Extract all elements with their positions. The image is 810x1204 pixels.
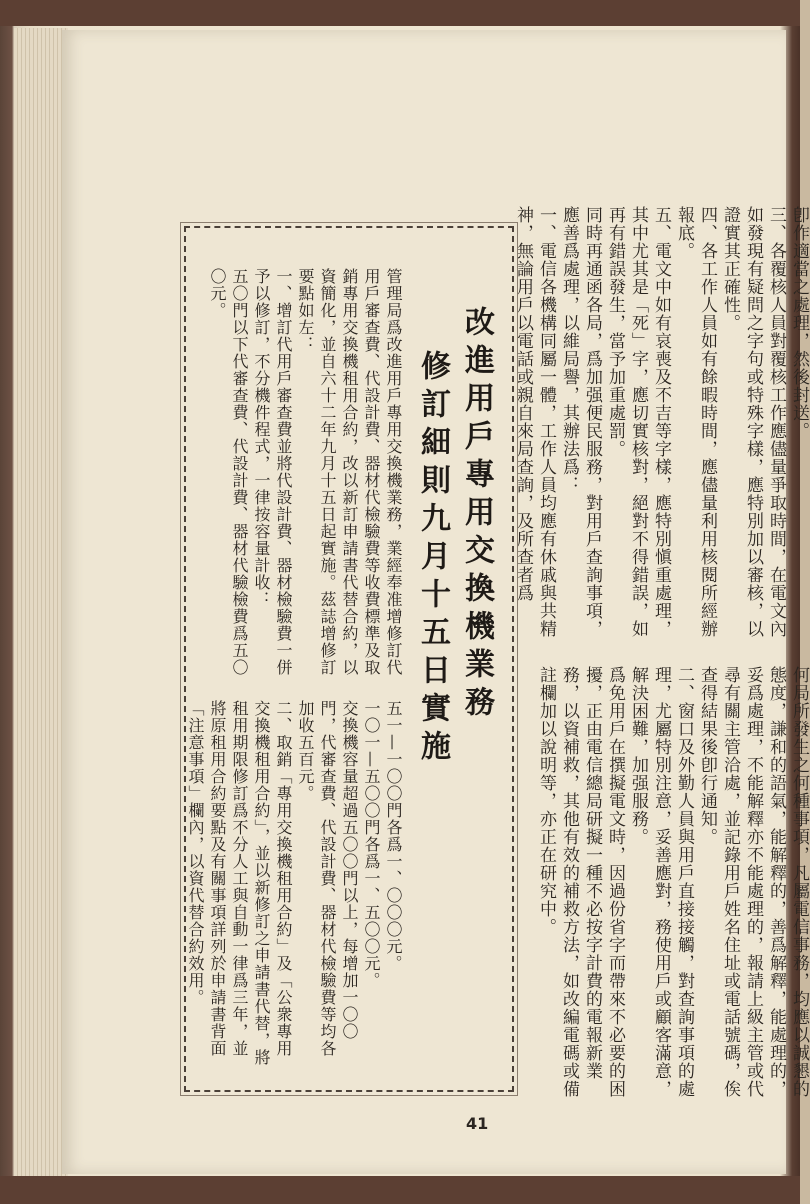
- book-cover-top-edge: [0, 0, 800, 26]
- notice-title-line1: 改進用戶專用交換機業務: [459, 306, 494, 724]
- page-edge-stack: [14, 28, 68, 1176]
- book-cover-bottom-edge: [0, 1176, 800, 1204]
- article-text-lower: 何局所發生之何種事項，凡屬電信事務，均應以誠懇的態度，謙和的語氣，能解釋的，善爲解釋，能處理的，妥爲處理，不能解釋亦不能處理的，報請上級主管或代尋有關主管洽處，並記錄用戶姓名住址或電話號碼，俟查得結果後卽行通知。 二、窗口及外勤人員與用戶直接接觸，對查詢事項的處理，尤屬特別注意，妥善應對，務使用戶或顧客滿意，解決困難，加强服務。 爲免用戶在撰擬電文時，因過份省字而帶來不必要的困擾，正由電信總局研擬一種不必按字計費的電報新業務，以資補救，其他有效的補救方法，如改編電碼或備註欄加以說明等，亦正在研究中。: [536, 666, 809, 1098]
- article-text-upper: 卽作適當之處理，然後封送。 三、各覆核人員對覆核工作應儘量爭取時間，在電文內如發現有疑問之字句或特殊字樣，應特別加以審核，以證實其正確性。 四、各工作人員如有餘暇時間，應儘量利用核閱所經辦報底。 五、電文中如有哀喪及不吉等字樣，應特別愼重處理，其中尤其是「死」字，應切實核對，絕對不得錯誤，如再有錯誤發生，當予加重處罰。 同時再通函各局，爲加强便民服務，對用戶查詢事項，應善爲處理，以維局譽，其辦法爲： 一、電信各機構同屬一體，工作人員均應有休戚與共精神，無論用戶以電話或親自來局查詢，及所查者爲: [513, 206, 809, 638]
- page-number: 41: [466, 1114, 489, 1133]
- notice-body-lower: 五一—一〇〇門各爲一、〇〇〇元。 一〇一—五〇〇門各爲一、五〇〇元。 交換機容量超過五〇〇門以上，每增加一〇〇門，代審查費、代設計費、器材代檢驗費等均各加收五百元。 二、取銷「專用交換機租用合約」及「公衆專用交換機租用合約」，並以新修訂之申請書代替，將租用期限修訂爲不分人工與自動一律爲三年，並將原租用合約要點及有關事項詳列於申請書背面「注意事項」欄內，以資代替合約效用。: [186, 700, 403, 1066]
- book-page: [62, 30, 809, 1174]
- notice-title-line2: 修訂細則九月十五日實施: [415, 350, 450, 768]
- notice-box: [184, 226, 514, 1092]
- notice-body-upper: 管理局爲改進用戶專用交換機業務，業經奉准增修訂代用戶審查費、代設計費、器材代檢驗費等收費標準及取銷專用交換機租用合約，改以新訂申請書代替合約，以資簡化，並自六十二年九月十五日起實施。茲誌增修訂要點如左： 一、增訂代用戶審查費並將代設計費、器材檢驗費一併予以修訂，不分機件程式，一律按容量計收： 五〇門以下代審查費、代設計費、器材代驗檢費爲五〇〇元。: [208, 268, 403, 676]
